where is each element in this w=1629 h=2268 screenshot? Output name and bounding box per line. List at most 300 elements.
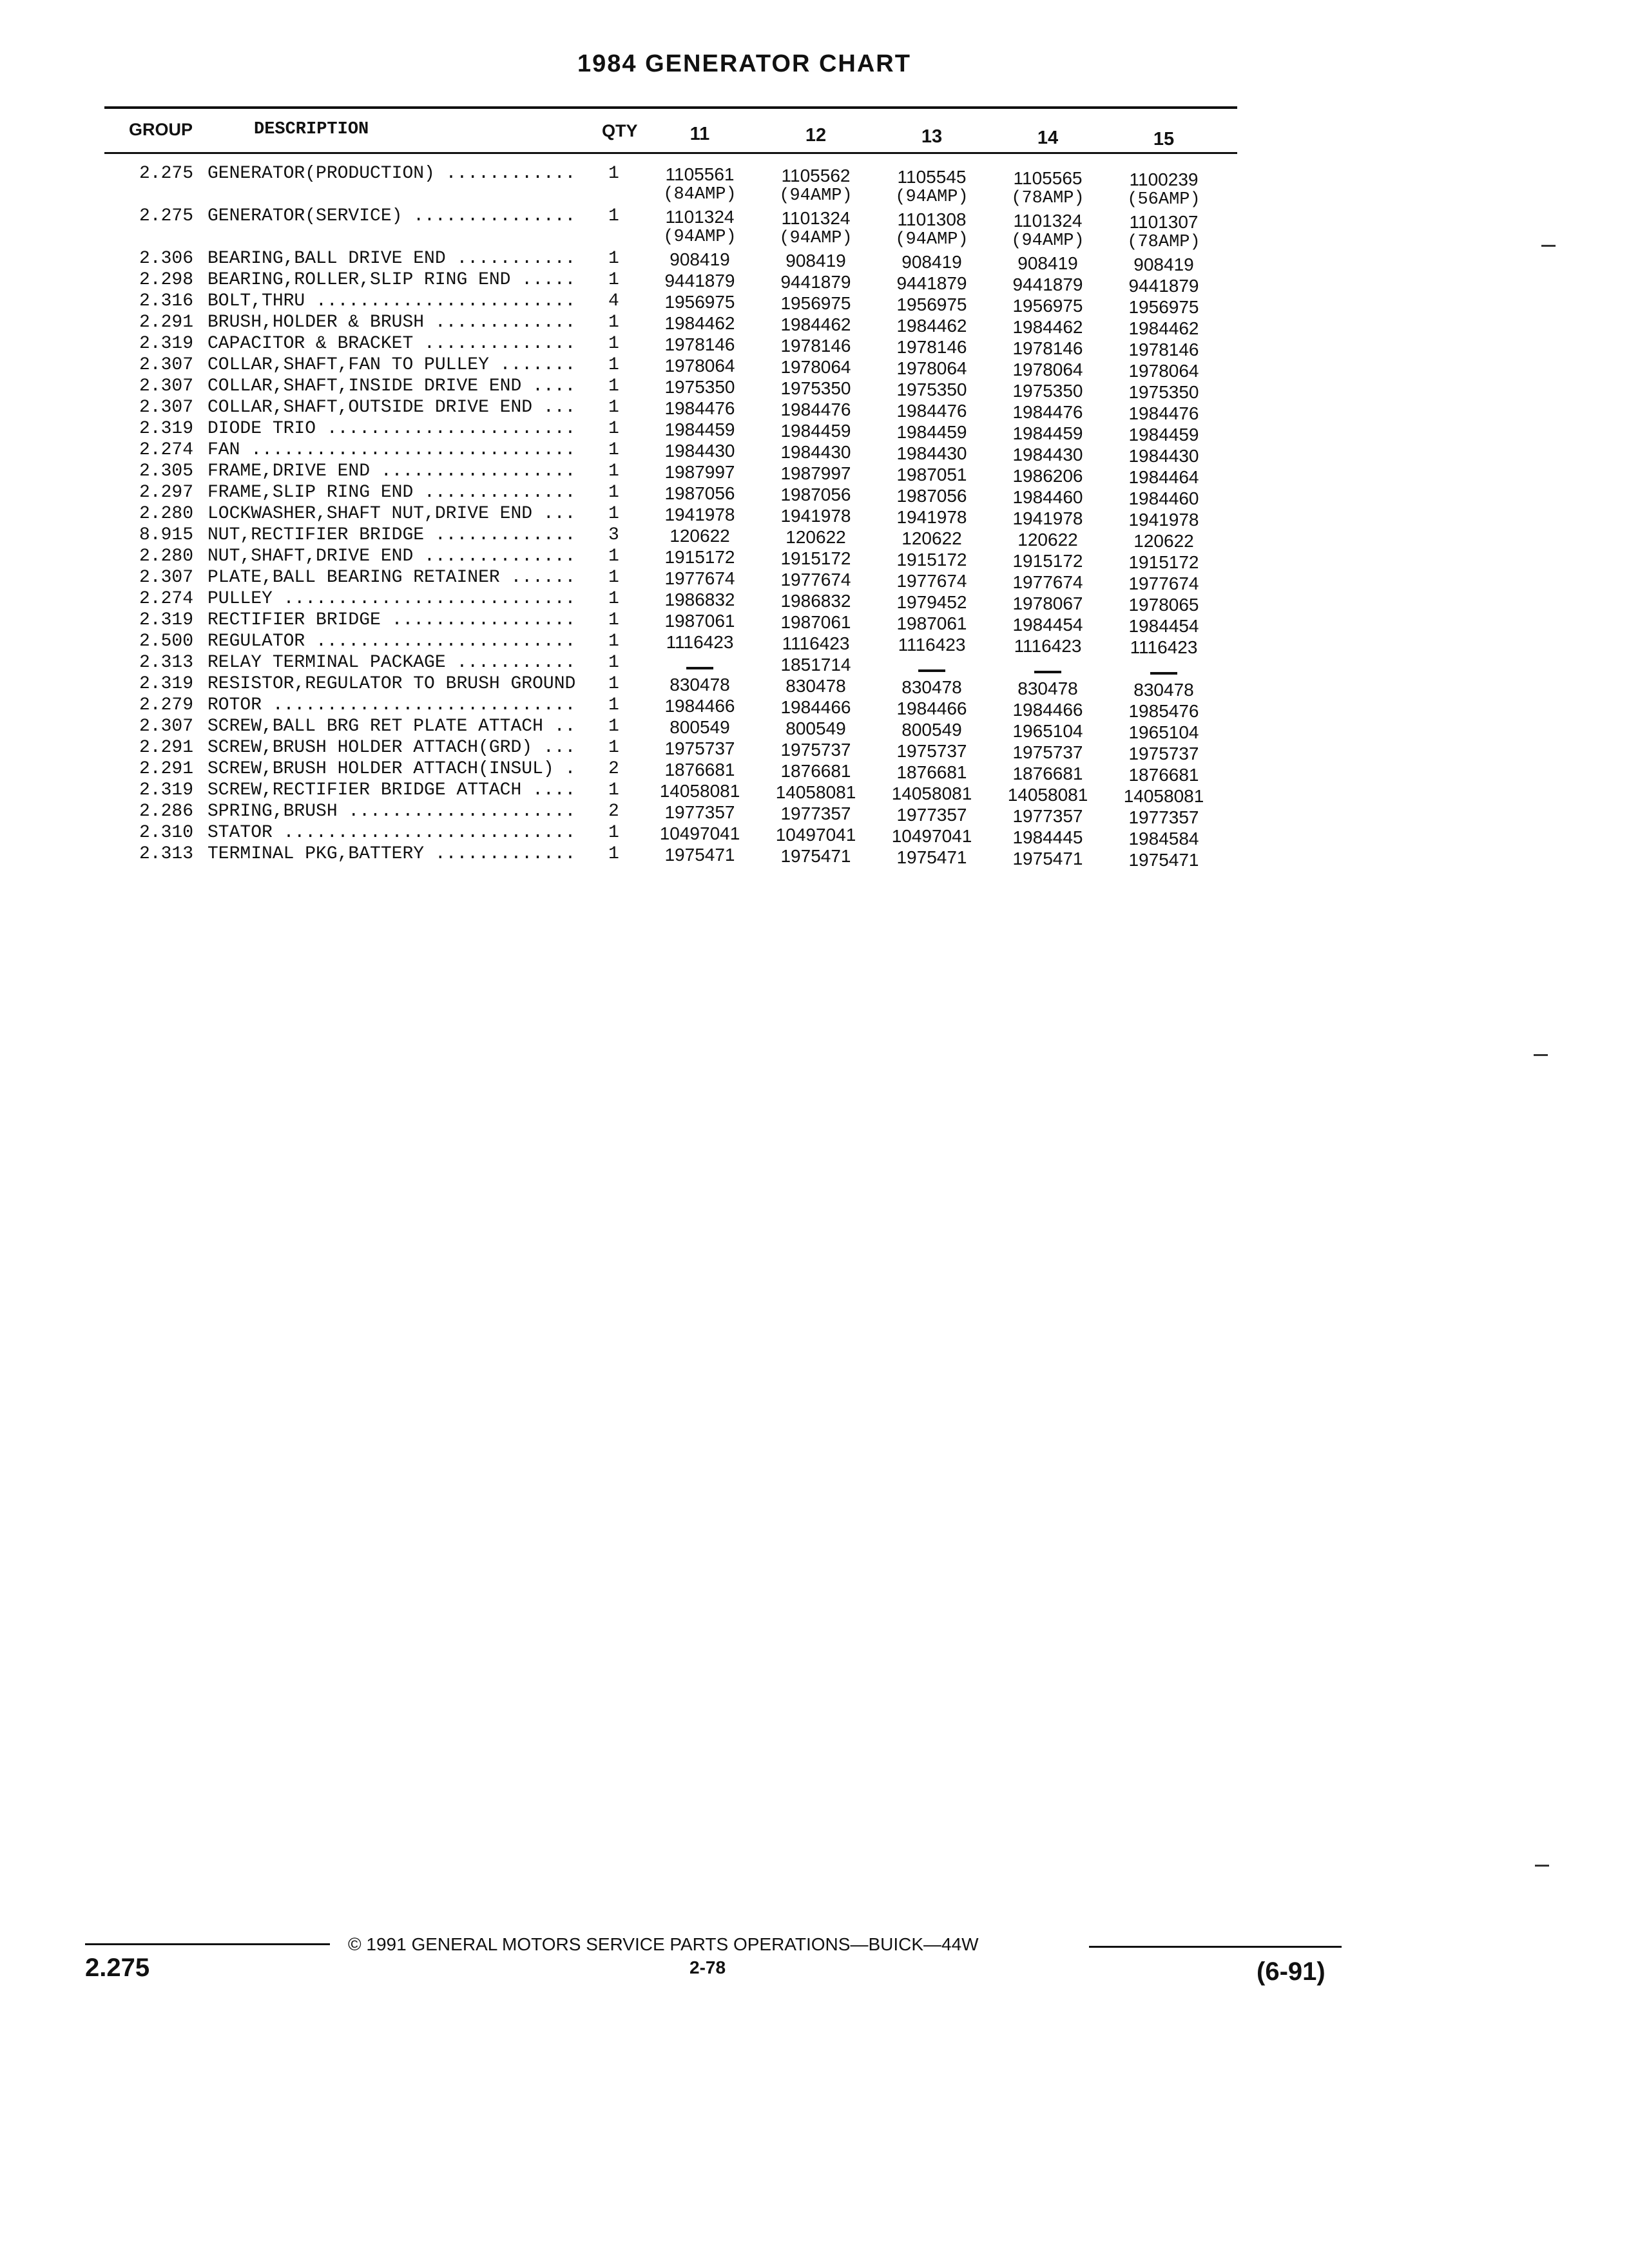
footer-rule-left — [85, 1943, 330, 1945]
part-number-cell — [642, 250, 758, 269]
part-number-cell — [990, 211, 1106, 251]
part-number: 1876681 — [896, 762, 967, 782]
part-number-cell — [642, 484, 758, 503]
part-number-cell — [758, 528, 874, 547]
footer-rule-right — [1089, 1946, 1342, 1948]
group-cell: 2.280 — [139, 504, 193, 524]
part-number: 1941978 — [664, 505, 735, 524]
group-cell: 2.286 — [139, 802, 193, 822]
description-cell: RELAY TERMINAL PACKAGE ........... — [207, 653, 576, 673]
part-number: 1987061 — [664, 611, 735, 631]
part-number-cell — [642, 590, 758, 610]
no-part-dash — [918, 669, 945, 672]
part-number-cell — [1106, 170, 1222, 210]
part-number: 830478 — [786, 676, 846, 696]
part-number: 14058081 — [891, 783, 972, 803]
part-number-cell — [758, 847, 874, 866]
part-number: 1987061 — [896, 613, 967, 633]
group-cell: 2.313 — [139, 844, 193, 864]
description-cell: RESISTOR,REGULATOR TO BRUSH GROUND — [207, 674, 576, 694]
description-cell: CAPACITOR & BRACKET .............. — [207, 334, 576, 354]
amperage-note: (84AMP) — [663, 185, 737, 204]
part-number: 9441879 — [896, 273, 967, 293]
part-number: 1876681 — [1128, 765, 1199, 785]
part-number: 1986206 — [1012, 466, 1083, 486]
description-cell: TERMINAL PKG,BATTERY ............. — [207, 844, 576, 864]
header-qty: QTY — [602, 121, 638, 140]
part-number: 1978065 — [1128, 595, 1199, 615]
part-number-cell — [642, 548, 758, 567]
part-number: 1101324 — [1013, 211, 1083, 231]
table-row — [0, 206, 1629, 252]
part-number: 1975737 — [1012, 742, 1083, 762]
description-cell: COLLAR,SHAFT,FAN TO PULLEY ....... — [207, 355, 576, 375]
part-number: 1851714 — [780, 655, 851, 675]
group-cell: 2.319 — [139, 419, 193, 439]
part-number: 1101307 — [1129, 212, 1199, 232]
part-number-cell — [874, 827, 990, 846]
description-cell: FAN .............................. — [207, 440, 576, 460]
description-cell: PLATE,BALL BEARING RETAINER ...... — [207, 568, 576, 588]
part-number: 908419 — [1017, 253, 1078, 273]
part-number-cell — [642, 782, 758, 801]
footer-revision-date: (6-91) — [1257, 1957, 1325, 1986]
part-number: 1101324 — [665, 207, 735, 227]
qty-cell: 1 — [608, 546, 619, 566]
part-number: 1984430 — [896, 443, 967, 463]
group-cell: 2.307 — [139, 376, 193, 396]
group-cell: 2.275 — [139, 206, 193, 226]
part-number: 1987056 — [896, 486, 967, 506]
part-number: 830478 — [1017, 678, 1078, 698]
group-cell: 2.305 — [139, 461, 193, 481]
part-number: 1978067 — [1012, 593, 1083, 613]
part-number-cell — [874, 614, 990, 633]
part-number: 800549 — [786, 718, 846, 738]
part-number-cell — [758, 400, 874, 419]
qty-cell: 1 — [608, 631, 619, 651]
qty-cell: 1 — [608, 334, 619, 354]
part-number-cell — [758, 740, 874, 760]
amperage-note: (94AMP) — [1011, 231, 1084, 251]
description-cell: RECTIFIER BRIDGE ................. — [207, 610, 576, 630]
footer-copyright: © 1991 GENERAL MOTORS SERVICE PARTS OPERATIONS—BUICK—44W — [348, 1934, 979, 1954]
qty-cell: 1 — [608, 206, 619, 226]
part-number: 1984460 — [1012, 487, 1083, 507]
part-number: 120622 — [670, 526, 730, 546]
part-number-cell — [874, 572, 990, 591]
qty-cell: 3 — [608, 525, 619, 545]
part-number-cell — [758, 443, 874, 462]
description-cell: BRUSH,HOLDER & BRUSH ............. — [207, 312, 576, 332]
margin-mark — [1534, 1054, 1548, 1056]
amperage-note: (94AMP) — [779, 186, 853, 206]
part-number: 1956975 — [896, 294, 967, 314]
amperage-note: (78AMP) — [1011, 189, 1084, 208]
part-number: 14058081 — [775, 782, 856, 802]
header-col-13: 13 — [921, 126, 943, 147]
description-cell: FRAME,SLIP RING END .............. — [207, 483, 576, 503]
part-number: 830478 — [670, 675, 730, 695]
part-number: 1975471 — [1012, 849, 1083, 869]
part-number: 1116423 — [1130, 637, 1198, 657]
part-number-cell — [990, 849, 1106, 869]
part-number-cell — [874, 678, 990, 697]
qty-cell: 1 — [608, 844, 619, 864]
part-number: 1984459 — [664, 419, 735, 439]
group-cell: 8.915 — [139, 525, 193, 545]
part-number-cell — [1106, 213, 1222, 253]
part-number-cell — [874, 784, 990, 803]
part-number: 800549 — [670, 717, 730, 737]
description-cell: COLLAR,SHAFT,INSIDE DRIVE END .... — [207, 376, 576, 396]
qty-cell: 1 — [608, 568, 619, 588]
group-cell: 2.291 — [139, 759, 193, 779]
part-number-cell — [642, 569, 758, 588]
part-number: 1977357 — [1012, 806, 1083, 826]
qty-cell: 1 — [608, 249, 619, 269]
qty-cell: 1 — [608, 780, 619, 800]
part-number: 908419 — [901, 252, 962, 272]
part-number-cell — [642, 760, 758, 780]
part-number-cell — [758, 315, 874, 334]
description-cell: LOCKWASHER,SHAFT NUT,DRIVE END ... — [207, 504, 576, 524]
part-number: 1975471 — [780, 846, 851, 866]
part-number: 1984476 — [1012, 402, 1083, 422]
description-cell: ROTOR ............................ — [207, 695, 576, 715]
part-number-cell — [874, 253, 990, 272]
part-number-cell — [642, 463, 758, 482]
part-number: 1956975 — [1012, 296, 1083, 316]
description-cell: BOLT,THRU ........................ — [207, 291, 576, 311]
part-number-cell — [874, 593, 990, 612]
part-number-cell — [758, 613, 874, 632]
part-number-cell — [642, 441, 758, 461]
part-number: 1984454 — [1128, 616, 1199, 636]
part-number-cell — [874, 274, 990, 293]
part-number-cell — [874, 805, 990, 825]
part-number: 1956975 — [780, 293, 851, 313]
description-cell: STATOR ........................... — [207, 823, 576, 843]
part-number: 1915172 — [1012, 551, 1083, 571]
part-number: 1978146 — [780, 336, 851, 356]
header-group: GROUP — [129, 120, 193, 139]
part-number: 1984430 — [780, 442, 851, 462]
part-number-cell — [874, 635, 990, 655]
part-number: 14058081 — [1123, 786, 1204, 806]
qty-cell: 1 — [608, 376, 619, 396]
part-number: 1984454 — [1012, 615, 1083, 635]
part-number: 1105561 — [665, 164, 735, 184]
part-number: 1978064 — [1012, 360, 1083, 380]
header-col-12: 12 — [805, 125, 827, 146]
part-number-cell — [874, 508, 990, 527]
part-number: 1876681 — [1012, 764, 1083, 783]
amperage-note: (94AMP) — [663, 227, 737, 247]
group-cell: 2.319 — [139, 334, 193, 354]
qty-cell: 1 — [608, 398, 619, 418]
part-number: 1984476 — [780, 399, 851, 419]
part-number: 1987997 — [780, 463, 851, 483]
part-number: 1941978 — [896, 507, 967, 527]
part-number: 908419 — [786, 251, 846, 271]
part-number: 1975471 — [664, 845, 735, 865]
group-cell: 2.274 — [139, 440, 193, 460]
part-number: 1984466 — [664, 696, 735, 716]
part-number-cell — [758, 166, 874, 206]
part-number: 1105565 — [1013, 168, 1083, 188]
qty-cell: 1 — [608, 674, 619, 694]
part-number-cell — [758, 825, 874, 845]
qty-cell: 1 — [608, 419, 619, 439]
part-number-cell — [642, 824, 758, 843]
description-cell: DIODE TRIO ....................... — [207, 419, 576, 439]
part-number-cell — [642, 697, 758, 716]
description-cell: BEARING,BALL DRIVE END ........... — [207, 249, 576, 269]
amperage-note: (94AMP) — [895, 187, 969, 207]
part-number: 1975471 — [1128, 850, 1199, 870]
part-number: 1105545 — [897, 167, 967, 187]
part-number: 10497041 — [775, 825, 856, 845]
header-col-15: 15 — [1153, 129, 1175, 149]
part-number: 1965104 — [1012, 721, 1083, 741]
group-cell: 2.500 — [139, 631, 193, 651]
part-number-cell — [758, 570, 874, 590]
description-cell: PULLEY ........................... — [207, 589, 576, 609]
part-number: 9441879 — [664, 271, 735, 291]
part-number: 1975737 — [664, 738, 735, 758]
part-number-cell — [642, 378, 758, 397]
part-number: 1116423 — [1014, 636, 1082, 656]
qty-cell: 1 — [608, 461, 619, 481]
part-number: 1956975 — [1128, 297, 1199, 317]
part-number-cell — [642, 293, 758, 312]
description-cell: SCREW,RECTIFIER BRIDGE ATTACH .... — [207, 780, 576, 800]
part-number-cell — [642, 526, 758, 546]
part-number: 9441879 — [1128, 276, 1199, 296]
description-cell: FRAME,DRIVE END .................. — [207, 461, 576, 481]
part-number-cell — [758, 464, 874, 483]
qty-cell: 1 — [608, 270, 619, 290]
group-cell: 2.319 — [139, 610, 193, 630]
part-number: 1977674 — [664, 568, 735, 588]
part-number: 1984466 — [780, 697, 851, 717]
part-number-cell — [642, 845, 758, 865]
part-number-cell — [758, 719, 874, 738]
part-number: 1105562 — [781, 166, 851, 186]
part-number-cell — [874, 848, 990, 867]
part-number: 1984430 — [1012, 445, 1083, 465]
part-number-cell — [874, 210, 990, 250]
part-number: 120622 — [901, 528, 962, 548]
part-number-cell — [874, 742, 990, 761]
part-number: 1975350 — [664, 377, 735, 397]
part-number: 1984584 — [1128, 829, 1199, 849]
part-number: 1977357 — [896, 805, 967, 825]
part-number: 1975737 — [896, 741, 967, 761]
part-number: 1975350 — [780, 378, 851, 398]
part-number-cell — [758, 273, 874, 292]
qty-cell: 1 — [608, 653, 619, 673]
amperage-note: (78AMP) — [1127, 233, 1200, 252]
description-cell: NUT,SHAFT,DRIVE END .............. — [207, 546, 576, 566]
part-number-cell — [642, 420, 758, 439]
qty-cell: 1 — [608, 738, 619, 758]
part-number: 120622 — [1133, 531, 1194, 551]
part-number: 1975350 — [1128, 382, 1199, 402]
part-number: 1984459 — [780, 421, 851, 441]
part-number-cell — [642, 739, 758, 758]
part-number-cell — [758, 421, 874, 441]
part-number: 908419 — [670, 249, 730, 269]
part-number-cell — [758, 804, 874, 823]
amperage-note: (94AMP) — [895, 230, 969, 249]
part-number-cell — [874, 550, 990, 570]
part-number: 1984476 — [896, 401, 967, 421]
part-number: 1978146 — [1128, 340, 1199, 360]
group-cell: 2.279 — [139, 695, 193, 715]
part-number: 1116423 — [782, 633, 850, 653]
qty-cell: 1 — [608, 440, 619, 460]
qty-cell: 2 — [608, 759, 619, 779]
part-number-cell — [642, 165, 758, 205]
part-number: 1984430 — [1128, 446, 1199, 466]
part-number: 1116423 — [666, 632, 734, 652]
group-cell: 2.316 — [139, 291, 193, 311]
part-number-cell — [758, 358, 874, 377]
part-number-cell — [642, 207, 758, 247]
part-number-cell — [758, 379, 874, 398]
part-number: 1941978 — [1012, 508, 1083, 528]
part-number-cell — [874, 359, 990, 378]
part-number-cell — [642, 718, 758, 737]
part-number-cell — [1106, 850, 1222, 870]
no-part-dash — [1034, 671, 1061, 673]
part-number-cell — [874, 168, 990, 207]
part-number: 1101324 — [781, 208, 851, 228]
part-number-cell — [758, 783, 874, 802]
group-cell: 2.298 — [139, 270, 193, 290]
part-number: 1984430 — [664, 441, 735, 461]
part-number-cell — [642, 335, 758, 354]
part-number: 1985476 — [1128, 701, 1199, 721]
part-number-cell — [874, 316, 990, 336]
part-number-cell — [642, 611, 758, 631]
no-part-dash — [686, 667, 713, 669]
part-number-cell — [758, 294, 874, 313]
footer-section-number: 2.275 — [85, 1954, 150, 1982]
part-number: 1984466 — [896, 698, 967, 718]
part-number-cell — [758, 336, 874, 356]
description-cell: COLLAR,SHAFT,OUTSIDE DRIVE END ... — [207, 398, 576, 418]
part-number-cell — [874, 401, 990, 421]
part-number: 1978146 — [1012, 338, 1083, 358]
qty-cell: 1 — [608, 695, 619, 715]
table-row — [0, 844, 1629, 887]
part-number: 1978146 — [664, 334, 735, 354]
part-number: 1116423 — [898, 635, 966, 655]
part-number-cell — [642, 314, 758, 333]
part-number: 1986832 — [780, 591, 851, 611]
part-number-cell — [758, 677, 874, 696]
group-cell: 2.319 — [139, 674, 193, 694]
part-number-cell — [642, 675, 758, 695]
part-number: 1984459 — [1012, 423, 1083, 443]
part-number: 1984459 — [1128, 425, 1199, 445]
amperage-note: (56AMP) — [1127, 190, 1200, 209]
part-number: 1987997 — [664, 462, 735, 482]
part-number: 1977674 — [1128, 573, 1199, 593]
table-row — [0, 164, 1629, 209]
part-number: 1984462 — [1012, 317, 1083, 337]
qty-cell: 2 — [608, 802, 619, 822]
part-number: 120622 — [1017, 530, 1078, 550]
qty-cell: 4 — [608, 291, 619, 311]
description-cell: REGULATOR ........................ — [207, 631, 576, 651]
part-number: 1979452 — [896, 592, 967, 612]
part-number: 1984462 — [780, 314, 851, 334]
qty-cell: 1 — [608, 823, 619, 843]
part-number: 10497041 — [659, 823, 740, 843]
description-cell: NUT,RECTIFIER BRIDGE ............. — [207, 525, 576, 545]
part-number: 120622 — [786, 527, 846, 547]
part-number: 14058081 — [659, 781, 740, 801]
group-cell: 2.307 — [139, 398, 193, 418]
group-cell: 2.307 — [139, 568, 193, 588]
part-number-cell — [990, 169, 1106, 209]
qty-cell: 1 — [608, 610, 619, 630]
header-col-14: 14 — [1037, 128, 1059, 148]
part-number-cell — [758, 506, 874, 526]
part-number: 1977357 — [780, 803, 851, 823]
part-number-cell — [874, 720, 990, 740]
part-number: 1984462 — [1128, 318, 1199, 338]
header-top-rule — [104, 106, 1237, 109]
part-number: 1941978 — [780, 506, 851, 526]
part-number-cell — [758, 698, 874, 717]
header-col-11: 11 — [689, 124, 710, 144]
part-number: 1975737 — [780, 740, 851, 760]
part-number: 9441879 — [780, 272, 851, 292]
group-cell: 2.307 — [139, 355, 193, 375]
qty-cell: 1 — [608, 312, 619, 332]
part-number: 1941978 — [1128, 510, 1199, 530]
group-cell: 2.307 — [139, 716, 193, 736]
part-number-cell — [874, 763, 990, 782]
part-number: 800549 — [901, 720, 962, 740]
group-cell: 2.291 — [139, 738, 193, 758]
part-number: 1987056 — [664, 483, 735, 503]
part-number-cell — [758, 549, 874, 568]
part-number: 1915172 — [664, 547, 735, 567]
part-number: 1984445 — [1012, 827, 1083, 847]
part-number-cell — [758, 655, 874, 675]
group-cell: 2.313 — [139, 653, 193, 673]
part-number: 14058081 — [1007, 785, 1088, 805]
part-number: 830478 — [1133, 680, 1194, 700]
part-number-cell — [874, 657, 990, 676]
part-number: 10497041 — [891, 826, 972, 846]
part-number: 1984462 — [664, 313, 735, 333]
qty-cell: 1 — [608, 355, 619, 375]
part-number: 1101308 — [897, 209, 967, 229]
part-number-cell — [642, 399, 758, 418]
part-number-cell — [758, 591, 874, 611]
part-number: 1984476 — [1128, 403, 1199, 423]
part-number-cell — [874, 699, 990, 718]
footer-page-number: 2-78 — [689, 1957, 726, 1977]
part-number-cell — [758, 634, 874, 653]
